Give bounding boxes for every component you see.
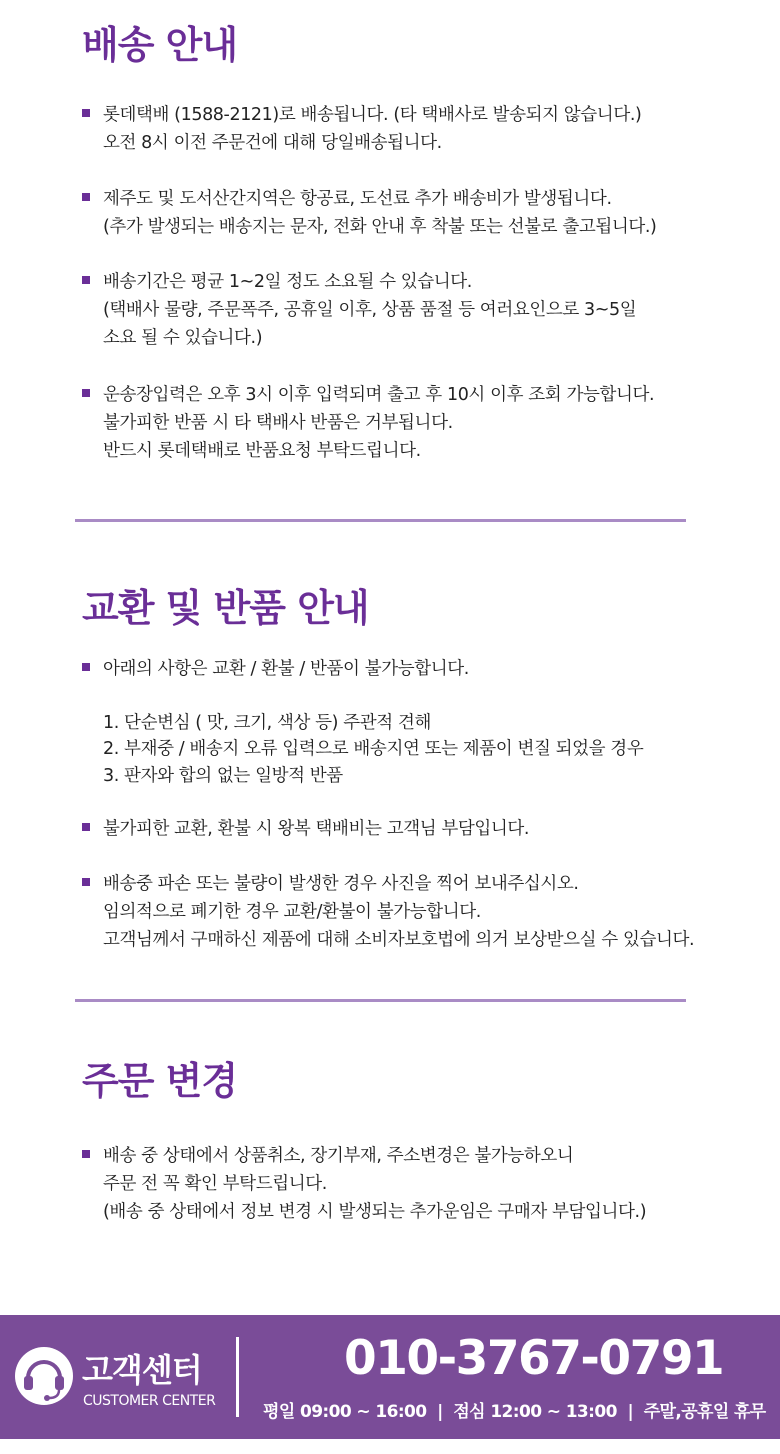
shipping-item-2-line-2: (추가 발생되는 배송지는 문자, 전화 안내 후 착불 또는 선불로 출고됩니다.) bbox=[103, 217, 657, 237]
shipping-title: 배송 안내 bbox=[82, 23, 238, 67]
bullet-icon bbox=[82, 193, 90, 201]
shipping-item-3-line-1: 배송기간은 평균 1~2일 정도 소요될 수 있습니다. bbox=[103, 272, 472, 292]
shipping-item-4-line-3: 반드시 롯데택배로 반품요청 부탁드립니다. bbox=[103, 441, 421, 461]
shipping-item-2-line-1: 제주도 및 도서산간지역은 항공료, 도선료 추가 배송비가 발생됩니다. bbox=[103, 189, 612, 209]
bullet-icon bbox=[82, 389, 90, 397]
customer-center-title: 고객센터 bbox=[82, 1351, 202, 1389]
order-change-line-2: 주문 전 꼭 확인 부탁드립니다. bbox=[103, 1174, 327, 1194]
shipping-item-4-line-1: 운송장입력은 오후 3시 이후 입력되며 출고 후 10시 이후 조회 가능합니다. bbox=[103, 385, 655, 405]
shipping-item-3 bbox=[82, 268, 742, 352]
footer-separator bbox=[236, 1337, 239, 1417]
shipping-item-1-line-1: 롯데택배 (1588-2121)로 배송됩니다. (타 택배사로 발송되지 않습니다.) bbox=[103, 105, 642, 125]
shipping-item-3-line-3: 소요 될 수 있습니다.) bbox=[103, 328, 263, 348]
section-divider bbox=[75, 519, 686, 522]
bullet-icon bbox=[82, 1150, 90, 1158]
section-divider bbox=[75, 999, 686, 1002]
shipping-item-1 bbox=[82, 101, 742, 157]
exchange-item-2-line-2: 임의적으로 폐기한 경우 교환/환불이 불가능합니다. bbox=[103, 902, 481, 922]
exchange-intro-item bbox=[82, 655, 742, 683]
bullet-icon bbox=[82, 823, 90, 831]
exchange-item-2-line-1: 배송중 파손 또는 불량이 발생한 경우 사진을 찍어 보내주십시오. bbox=[103, 874, 579, 894]
shipping-item-3-line-2: (택배사 물량, 주문폭주, 공휴일 이후, 상품 품절 등 여러요인으로 3~5일 bbox=[103, 300, 637, 320]
bullet-icon bbox=[82, 663, 90, 671]
exchange-item-1 bbox=[82, 815, 742, 843]
customer-center-banner bbox=[0, 1315, 780, 1439]
bullet-icon bbox=[82, 276, 90, 284]
bullet-icon bbox=[82, 878, 90, 886]
order-change-line-3: (배송 중 상태에서 정보 변경 시 발생되는 추가운임은 구매자 부담입니다.) bbox=[103, 1202, 647, 1222]
exchange-condition-2: 2. 부재중 / 배송지 오류 입력으로 배송지연 또는 제품이 변질 되었을 경우 bbox=[103, 739, 644, 759]
shipping-item-1-line-2: 오전 8시 이전 주문건에 대해 당일배송됩니다. bbox=[103, 133, 442, 153]
exchange-condition-1: 1. 단순변심 ( 맛, 크기, 색상 등) 주관적 견해 bbox=[103, 713, 431, 733]
order-change-title: 주문 변경 bbox=[82, 1059, 238, 1103]
exchange-title: 교환 및 반품 안내 bbox=[82, 586, 369, 630]
exchange-item-2-line-3: 고객님께서 구매하신 제품에 대해 소비자보호법에 의거 보상받으실 수 있습니다. bbox=[103, 930, 695, 950]
shipping-item-4-line-2: 불가피한 반품 시 타 택배사 반품은 거부됩니다. bbox=[103, 413, 453, 433]
exchange-item-1-line-1: 불가피한 교환, 환불 시 왕복 택배비는 고객님 부담입니다. bbox=[103, 819, 530, 839]
business-hours: 평일 09:00 ~ 16:00 | 점심 12:00 ~ 13:00 | 주말,공휴일 휴무 bbox=[263, 1402, 766, 1422]
exchange-condition-3: 3. 판자와 합의 없는 일방적 반품 bbox=[103, 766, 343, 786]
shipping-item-2 bbox=[82, 185, 742, 241]
shipping-item-4 bbox=[82, 381, 742, 465]
bullet-icon bbox=[82, 109, 90, 117]
customer-center-subtitle: CUSTOMER CENTER bbox=[83, 1393, 216, 1409]
order-change-item-1 bbox=[82, 1142, 742, 1226]
exchange-intro: 아래의 사항은 교환 / 환불 / 반품이 불가능합니다. bbox=[103, 659, 469, 679]
exchange-item-2 bbox=[82, 870, 742, 954]
headset-icon bbox=[14, 1346, 74, 1406]
phone-number[interactable]: 010-3767-0791 bbox=[344, 1331, 724, 1386]
order-change-line-1: 배송 중 상태에서 상품취소, 장기부재, 주소변경은 불가능하오니 bbox=[103, 1146, 574, 1166]
